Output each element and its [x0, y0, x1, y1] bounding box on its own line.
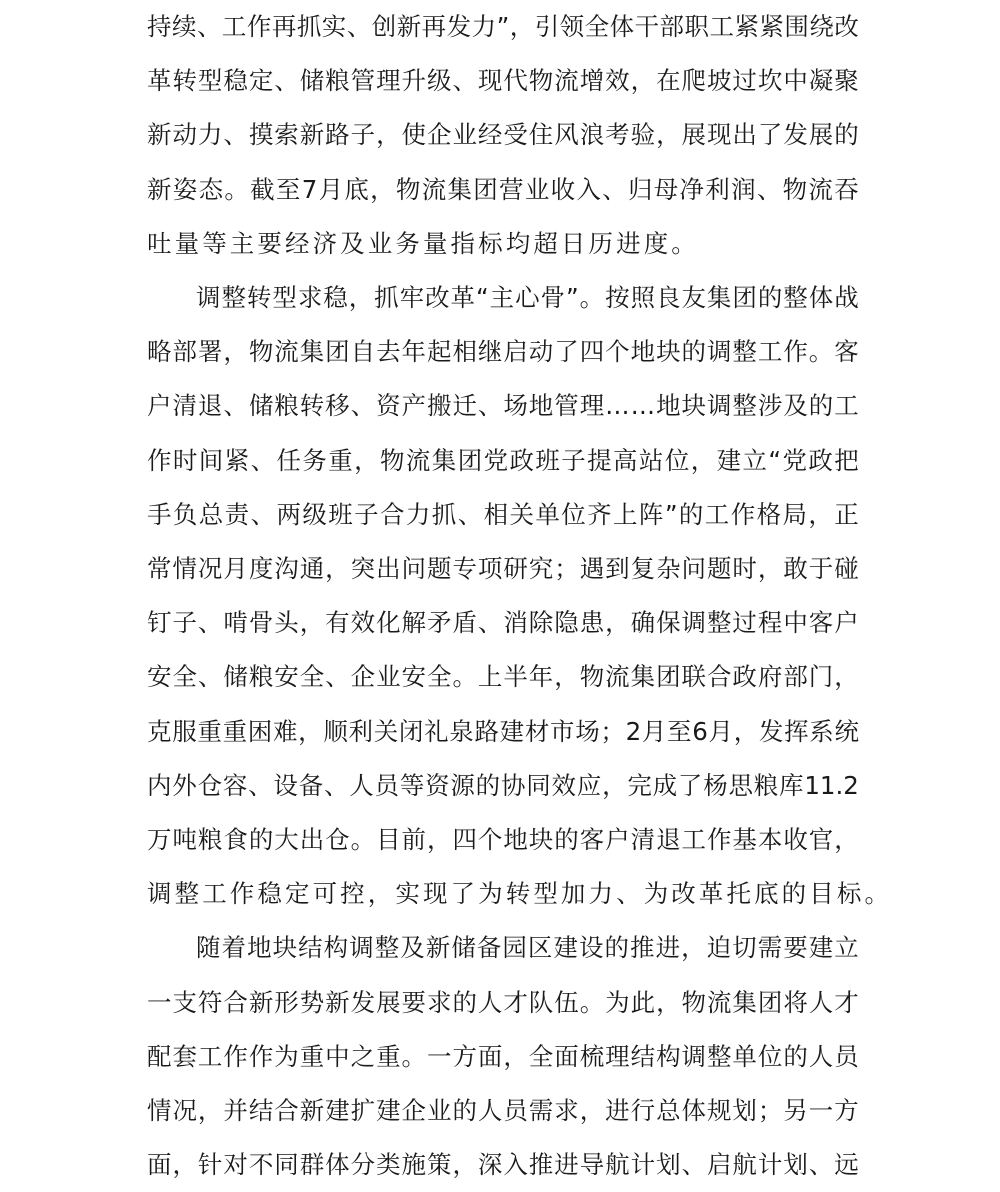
text-line: 常 情 况 月 度 沟 通 ， 突 出 问 题 专 项 研 究 ； 遇 到 复 杂 问 题 时 ， 敢 于 碰 [147, 554, 859, 583]
text-line: 面 ， 针 对 不 同 群 体 分 类 施 策 ， 深 入 推 进 导 航 计 划 、 启 航 计 划 、 远 [147, 1150, 859, 1180]
text-line: 吐 量 等 主 要 经 济 及 业 务 量 指 标 均 超 日 历 进 度 。 [147, 228, 696, 258]
text-line: 内 外 仓 容 、 设 备 、 人 员 等 资 源 的 协 同 效 应 ， 完 成 了 杨 思 粮 库 11.2 [147, 770, 859, 800]
text-line: 持 续 、 工 作 再 抓 实 、 创 新 再 发 力 ” ， 引 领 全 体 干 部 职 工 紧 紧 围 绕 改 [147, 12, 859, 41]
text-line: 一 支 符 合 新 形 势 新 发 展 要 求 的 人 才 队 伍 。 为 此 ， 物 流 集 团 将 人 才 [147, 987, 859, 1017]
text-line: 户 清 退 、 储 粮 转 移 、 资 产 搬 迁 、 场 地 管 理 … … 地 块 调 整 涉 及 的 工 [147, 391, 859, 421]
text-line: 革 转 型 稳 定 、 储 粮 管 理 升 级 、 现 代 物 流 增 效 ， 在 爬 坡 过 坎 中 凝 聚 [147, 66, 859, 96]
text-line: 钉 子 、 啃 骨 头 ， 有 效 化 解 矛 盾 、 消 除 隐 患 ， 确 保 调 整 过 程 中 客 户 [147, 608, 859, 638]
text-line: 调 整 工 作 稳 定 可 控 ， 实 现 了 为 转 型 加 力 、 为 改 革 托 底 的 目 标 。 [147, 879, 889, 909]
text-line: 新 动 力 、 摸 索 新 路 子 ， 使 企 业 经 受 住 风 浪 考 验 ， 展 现 出 了 发 展 的 [147, 120, 859, 150]
text-line: 作 时 间 紧 、 任 务 重 ， 物 流 集 团 党 政 班 子 提 高 站 位 ， 建 立 “ 党 政 把 [147, 445, 859, 475]
text-line: 调 整 转 型 求 稳 ， 抓 牢 改 革 “ 主 心 骨 ” 。 按 照 良 友 集 团 的 整 体 战 [196, 283, 859, 312]
text-line: 手 负 总 责 、 两 级 班 子 合 力 抓 、 相 关 单 位 齐 上 阵 ” 的 工 作 格 局 ， 正 [147, 499, 859, 529]
text-line: 万 吨 粮 食 的 大 出 仓 。 目 前 ， 四 个 地 块 的 客 户 清 退 工 作 基 本 收 官 ， [147, 825, 859, 854]
text-line: 配 套 工 作 作 为 重 中 之 重 。 一 方 面 ， 全 面 梳 理 结 构 调 整 单 位 的 人 员 [147, 1041, 859, 1071]
text-line: 安 全 、 储 粮 安 全 、 企 业 安 全 。 上 半 年 ， 物 流 集 团 联 合 政 府 部 门 ， [147, 662, 859, 692]
text-line: 新 姿 态 。 截 至 7 月 底 ， 物 流 集 团 营 业 收 入 、 归 母 净 利 润 、 物 流 吞 [147, 174, 859, 204]
text-line: 克 服 重 重 困 难 ， 顺 利 关 闭 礼 泉 路 建 材 市 场 ； 2 月 至 6 月 ， 发 挥 系 统 [147, 716, 859, 746]
text-line: 随 着 地 块 结 构 调 整 及 新 储 备 园 区 建 设 的 推 进 ， 迫 切 需 要 建 立 [196, 933, 859, 963]
text-line: 情 况 ， 并 结 合 新 建 扩 建 企 业 的 人 员 需 求 ， 进 行 总 体 规 划 ； 另 一 方 [147, 1096, 859, 1125]
text-line: 略 部 署 ， 物 流 集 团 自 去 年 起 相 继 启 动 了 四 个 地 块 的 调 整 工 作 。 客 [147, 337, 859, 367]
